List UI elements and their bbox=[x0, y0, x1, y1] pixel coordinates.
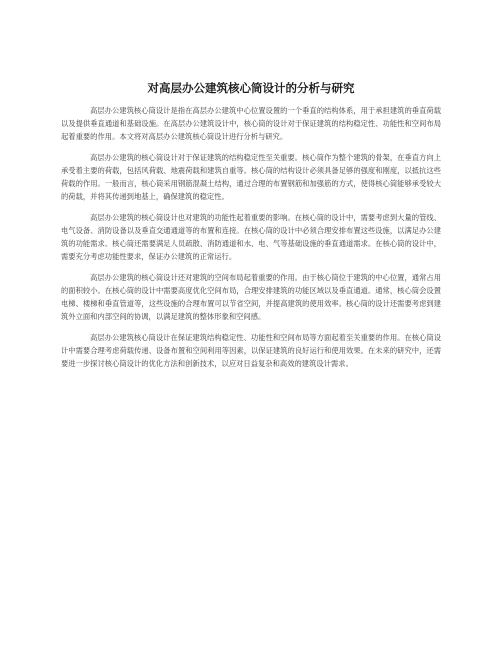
paragraph-3: 高层办公建筑的核心筒设计也对建筑的功能性起着重要的影响。在核心筒的设计中，需要考虑到大量的管线、电气设备、消防设备以及垂直交通通道等的布置和连接。在核心筒的设计中必须合理安排布置这些设施，以满足办公建筑的功能需求。核心筒还需要满足人员疏散、消防通道和水、电、气等基础设施的垂直通道需求。在核心筒的设计中，需要充分考虑功能性要求，保证办公建筑的正常运行。 bbox=[61, 213, 441, 261]
paragraph-1: 高层办公建筑核心筒设计是指在高层办公建筑中心位置设置的一个垂直的结构体系，用于承担建筑的垂直荷载以及提供垂直通道和基础设施。在高层办公建筑设计中，核心筒的设计对于保证建筑的结构稳定性、功能性和空间布局起着重要的作用。本文将对高层办公建筑核心筒设计进行分析与研究。 bbox=[61, 106, 441, 141]
paragraph-5: 高层办公建筑核心筒设计在保证建筑结构稳定性、功能性和空间布局等方面起着至关重要的作用。在核心筒设计中需要合理考虑荷载传递、设备布置和空间利用等因素，以保证建筑的良好运行和使用效果。在未来的研究中，还需要进一步探讨核心筒设计的优化方法和创新技术，以应对日益复杂和高效的建筑设计需求。 bbox=[61, 333, 441, 368]
document-body bbox=[61, 104, 441, 378]
document-title: 对高层办公建筑核心筒设计的分析与研究 bbox=[147, 81, 355, 95]
paragraph-2: 高层办公建筑的核心筒设计对于保证建筑的结构稳定性至关重要。核心筒作为整个建筑的骨架，在垂直方向上承受着主要的荷载，包括风荷载、地震荷载和建筑自重等。核心筒的结构设计必须具备足够的强度和刚度，以抵抗这些荷载的作用。一般而言，核心筒采用钢筋混凝土结构，通过合理的布置钢筋和加强筋的方式，使得核心筒能够承受较大的荷载，并将其传递到地基上，确保建筑的稳定性。 bbox=[61, 153, 441, 201]
paragraph-4: 高层办公建筑的核心筒设计还对建筑的空间布局起着重要的作用。由于核心筒位于建筑的中心位置，通常占用的面积较小。在核心筒的设计中需要高度优化空间布局，合理安排建筑的功能区域以及垂直通道。通常，核心筒会设置电梯、楼梯和垂直管道等，这些设施的合理布置可以节省空间，并提高建筑的使用效率。核心筒的设计还需要考虑到建筑外立面和内部空间的协调，以满足建筑的整体形象和空间感。 bbox=[61, 273, 441, 321]
